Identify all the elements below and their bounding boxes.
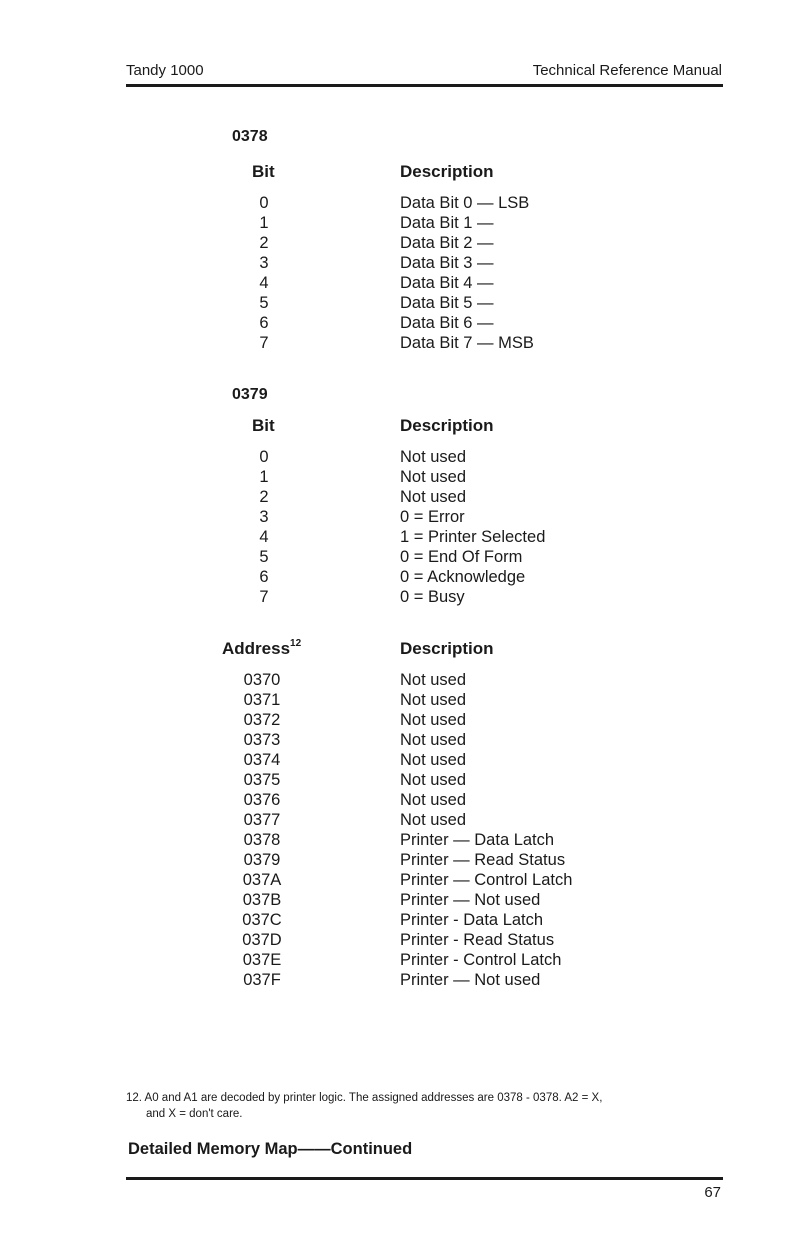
table-row	[0, 293, 809, 313]
page-number: 67	[704, 1184, 721, 1201]
address-value: 037A	[242, 871, 282, 889]
section-title-0378: 0378	[232, 128, 268, 145]
table-row	[0, 850, 809, 870]
table-row	[0, 810, 809, 830]
description-value: Not used	[400, 731, 467, 749]
description-value: 0 = Acknowledge	[400, 568, 526, 586]
footnote-line-1: 12. A0 and A1 are decoded by printer logic. The assigned addresses are 0378 - 0378. A2 = X,	[126, 1092, 603, 1104]
address-value: 0377	[243, 811, 281, 829]
table-row	[0, 447, 809, 467]
header-rule	[126, 84, 723, 87]
description-value: Printer — Read Status	[400, 851, 566, 869]
address-value: 0378	[243, 831, 281, 849]
address-value: 0370	[243, 671, 281, 689]
table-row	[0, 950, 809, 970]
table-row	[0, 273, 809, 293]
bit-number: 5	[259, 294, 269, 312]
description-value: Data Bit 6 —	[400, 314, 494, 332]
description-value: 0 = End Of Form	[400, 548, 523, 566]
table-row	[0, 770, 809, 790]
table-row	[0, 910, 809, 930]
address-column-header	[222, 639, 301, 659]
address-value: 037C	[242, 911, 282, 929]
description-value: Not used	[400, 468, 467, 486]
table-row	[0, 710, 809, 730]
description-column-header: Description	[400, 639, 494, 658]
table-row	[0, 527, 809, 547]
table-row	[0, 750, 809, 770]
address-value: 037D	[242, 931, 282, 949]
description-value: Data Bit 2 —	[400, 234, 494, 252]
address-value: 0376	[243, 791, 281, 809]
table-row	[0, 213, 809, 233]
table-row	[0, 567, 809, 587]
table-row	[0, 690, 809, 710]
table-row	[0, 253, 809, 273]
running-header-right: Technical Reference Manual	[532, 62, 722, 79]
bit-number: 6	[259, 314, 269, 332]
bit-number: 4	[259, 274, 269, 292]
footnote	[126, 1090, 726, 1122]
table-row	[0, 233, 809, 253]
description-value: 0 = Error	[400, 508, 465, 526]
table-row	[0, 547, 809, 567]
address-value: 037B	[242, 891, 282, 909]
description-value: Not used	[400, 791, 467, 809]
description-value: Data Bit 1 —	[400, 214, 494, 232]
description-value: Not used	[400, 711, 467, 729]
bit-number: 4	[259, 528, 269, 546]
bit-number: 3	[259, 254, 269, 272]
description-value: Printer - Control Latch	[400, 951, 562, 969]
table-row	[0, 467, 809, 487]
description-value: Printer — Not used	[400, 971, 541, 989]
bit-column-header: Bit	[252, 416, 275, 435]
description-value: Not used	[400, 751, 467, 769]
table-row	[0, 487, 809, 507]
footer-rule	[126, 1177, 723, 1180]
table-row	[0, 587, 809, 607]
table-row	[0, 870, 809, 890]
section-title-0379: 0379	[232, 386, 268, 403]
bit-number: 0	[259, 448, 269, 466]
footnote-line-2: and X = don't care.	[146, 1108, 243, 1120]
address-value: 0372	[243, 711, 281, 729]
table-row	[0, 970, 809, 990]
description-value: Data Bit 5 —	[400, 294, 494, 312]
bit-number: 7	[259, 334, 269, 352]
address-header-label: Address	[222, 639, 291, 658]
description-value: Not used	[400, 811, 467, 829]
bit-number: 2	[259, 234, 269, 252]
running-header-left: Tandy 1000	[126, 62, 204, 79]
table-row	[0, 830, 809, 850]
description-value: Data Bit 7 — MSB	[400, 334, 534, 352]
bit-table-0379	[0, 447, 809, 607]
description-value: Data Bit 3 —	[400, 254, 494, 272]
table-row	[0, 930, 809, 950]
bit-number: 6	[259, 568, 269, 586]
bit-number: 2	[259, 488, 269, 506]
address-value: 0374	[243, 751, 281, 769]
description-column-header: Description	[400, 416, 494, 435]
bit-number: 5	[259, 548, 269, 566]
description-value: Printer - Data Latch	[400, 911, 544, 929]
description-value: 1 = Printer Selected	[400, 528, 546, 546]
description-value: Not used	[400, 671, 467, 689]
table-row	[0, 507, 809, 527]
footnote-marker: 12	[290, 638, 302, 650]
table-row	[0, 670, 809, 690]
description-value: Not used	[400, 488, 467, 506]
bit-number: 7	[259, 588, 269, 606]
table-row	[0, 333, 809, 353]
table-row	[0, 890, 809, 910]
bit-number: 1	[259, 214, 269, 232]
continued-title: Detailed Memory Map——Continued	[128, 1140, 413, 1158]
description-value: 0 = Busy	[400, 588, 465, 606]
description-value: Printer — Data Latch	[400, 831, 555, 849]
description-column-header: Description	[400, 162, 494, 181]
table-row	[0, 730, 809, 750]
address-value: 0379	[243, 851, 281, 869]
address-table	[0, 670, 809, 990]
description-value: Data Bit 4 —	[400, 274, 494, 292]
address-value: 0375	[243, 771, 281, 789]
address-value: 037F	[243, 971, 281, 989]
table-row	[0, 790, 809, 810]
bit-number: 3	[259, 508, 269, 526]
address-value: 0373	[243, 731, 281, 749]
description-value: Printer — Control Latch	[400, 871, 573, 889]
description-value: Data Bit 0 — LSB	[400, 194, 530, 212]
bit-column-header: Bit	[252, 162, 275, 181]
description-value: Not used	[400, 448, 467, 466]
table-row	[0, 193, 809, 213]
bit-table-0378	[0, 193, 809, 353]
description-value: Not used	[400, 771, 467, 789]
bit-number: 1	[259, 468, 269, 486]
description-value: Printer — Not used	[400, 891, 541, 909]
bit-number: 0	[259, 194, 269, 212]
description-value: Printer - Read Status	[400, 931, 555, 949]
table-row	[0, 313, 809, 333]
address-value: 037E	[242, 951, 282, 969]
description-value: Not used	[400, 691, 467, 709]
address-value: 0371	[243, 691, 281, 709]
